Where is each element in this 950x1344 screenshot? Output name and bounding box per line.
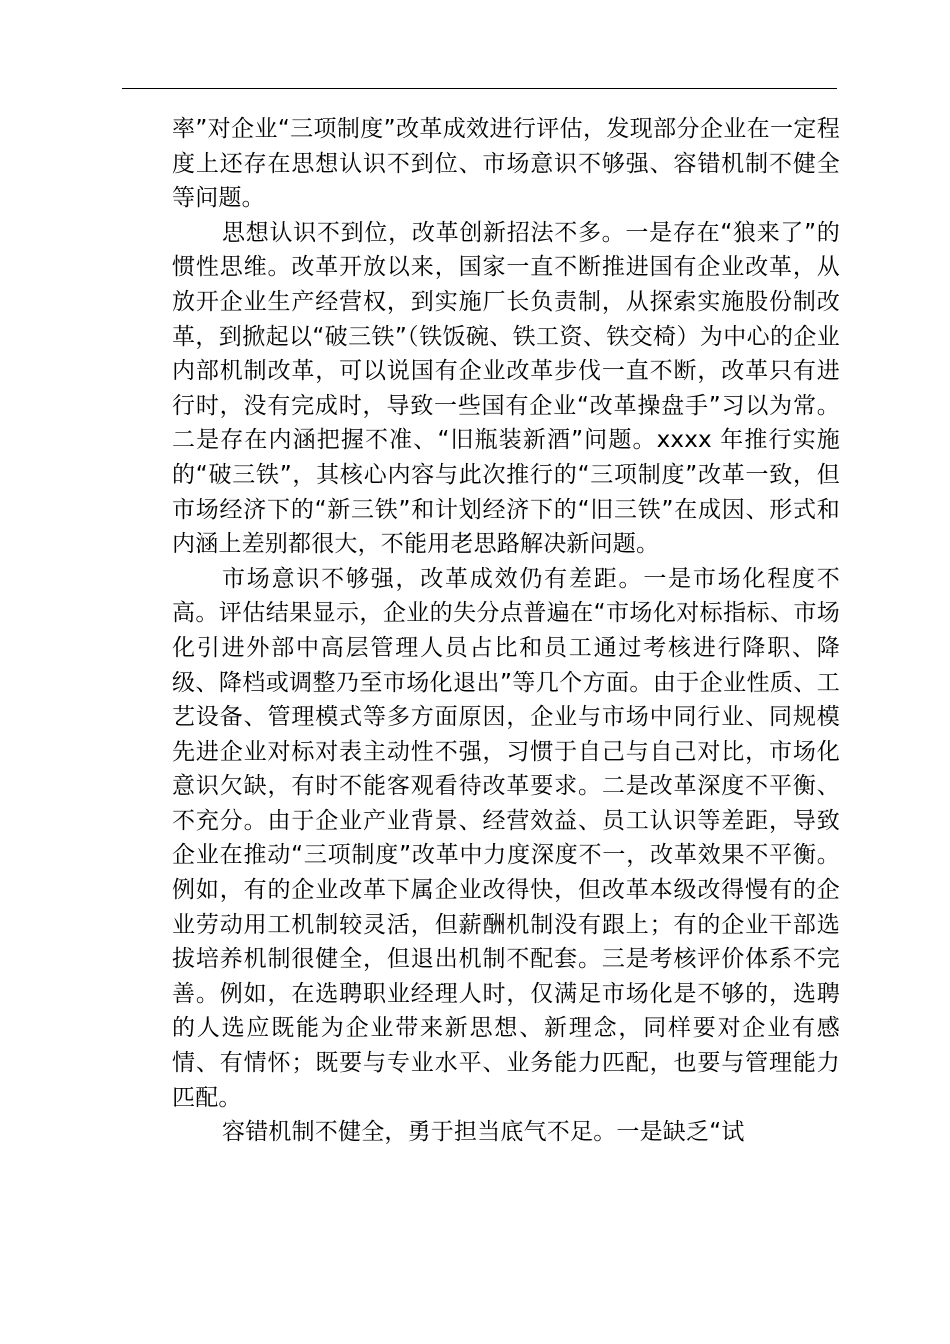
document-body [172, 112, 840, 1150]
paragraph-error-tolerance: 容错机制不健全，勇于担当底气不足。一是缺乏“试 [222, 1119, 745, 1146]
header-rule [122, 88, 837, 89]
paragraph-continuation: 率”对企业“三项制度”改革成效进行评估，发现部分企业在一定程度上还存在思想认识不到位、市场意识不够强、容错机制不健全等问题。 [172, 116, 840, 212]
paragraph-ideological-awareness: 思想认识不到位，改革创新招法不多。一是存在“狼来了”的惯性思维。改革开放以来，国家一直不断推进国有企业改革，从放开企业生产经营权，到实施厂长负责制，从探索实施股份制改革，到掀起以“破三铁”（铁饭碗、铁工资、铁交椅）为中心的企业内部机制改革，可以说国有企业改革步伐一直不断，改革只有进行时，没有完成时，导致一些国有企业“改革操盘手”习以为常。二是存在内涵把握不准、“旧瓶装新酒”问题。xxxx 年推行实施的“破三铁”，其核心内容与此次推行的“三项制度”改革一致，但市场经济下的“新三铁”和计划经济下的“旧三铁”在成因、形式和内涵上差别都很大，不能用老思路解决新问题。 [172, 219, 840, 558]
paragraph-market-awareness: 市场意识不够强，改革成效仍有差距。一是市场化程度不高。评估结果显示，企业的失分点普遍在“市场化对标指标、市场化引进外部中高层管理人员占比和员工通过考核进行降职、降级、降档或调整乃至市场化退出”等几个方面。由于企业性质、工艺设备、管理模式等多方面原因，企业与市场中同行业、同规模先进企业对标对表主动性不强，习惯于自己与自己对比，市场化意识欠缺，有时不能客观看待改革要求。二是改革深度不平衡、不充分。由于企业产业背景、经营效益、员工认识等差距，导致企业在推动“三项制度”改革中力度深度不一，改革效果不平衡。例如，有的企业改革下属企业改得快，但改革本级改得慢有的企业劳动用工机制较灵活，但薪酬机制没有跟上；有的企业干部选拔培养机制很健全，但退出机制不配套。三是考核评价体系不完善。例如，在选聘职业经理人时，仅满足市场化是不够的，选聘的人选应既能为企业带来新思想、新理念，同样要对企业有感情、有情怀；既要与专业水平、业务能力匹配，也要与管理能力匹配。 [172, 565, 840, 1111]
